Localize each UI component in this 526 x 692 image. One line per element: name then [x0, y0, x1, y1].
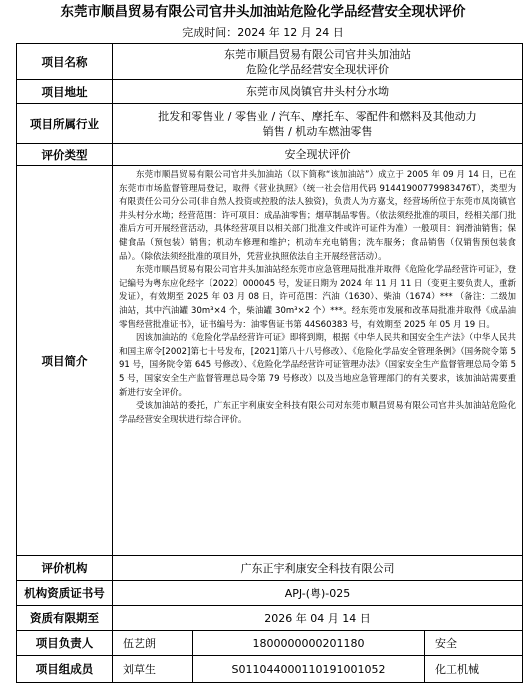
cert-no-value: APJ-(粤)-025 [113, 581, 523, 606]
project-name-line1: 东莞市顺昌贸易有限公司官井头加油站 [224, 47, 411, 61]
row-eval-type [17, 144, 523, 166]
intro-paragraph: 因该加油站的《危险化学品经营许可证》即将到期，根据《中华人民共和国安全生产法》（中华人民共和国主席令[2002]第七十号发布，[2021]第八十八号修改）、《危险化学品安全管理条例》（国务院令第 591 号，国务院令第 645 号修改）、《危险化学品经营许可证管理办法》（国家安全生产监督管理总局令第 55 号，国家安全生产监督管理总局令第 79 号修改）以及当地应急管理部门的有关要求，该加油站需要重新进行安全评价。 [119, 333, 516, 398]
cert-no-label: 机构资质证书号 [17, 581, 113, 606]
document-title: 东莞市顺昌贸易有限公司官井头加油站危险化学品经营安全现状评价 [60, 4, 466, 20]
intro-paragraph: 受该加油站的委托，广东正宇利康安全科技有限公司对东莞市顺昌贸易有限公司官井头加油站危险化学品经营安全现状进行综合评价。 [119, 401, 516, 425]
row-project-name [17, 44, 523, 80]
eval-type-value: 安全现状评价 [113, 144, 523, 166]
row-cert-expiry [17, 606, 523, 631]
leader-specialty: 安全 [425, 631, 523, 656]
project-address-value: 东莞市凤岗镇官井头村分水坳 [113, 80, 523, 104]
project-name-value [113, 44, 523, 80]
industry-value [113, 104, 523, 144]
agency-label: 评价机构 [17, 556, 113, 581]
agency-value: 广东正宇利康安全科技有限公司 [113, 556, 523, 581]
member-number: S011044000110191001052 [193, 656, 425, 683]
row-project-address [17, 80, 523, 104]
project-name-label: 项目名称 [17, 44, 113, 80]
evaluation-info-table [16, 43, 523, 683]
industry-line2: 销售 / 机动车燃油零售 [262, 124, 373, 138]
project-address-label: 项目地址 [17, 80, 113, 104]
member-label: 项目组成员 [17, 656, 113, 683]
industry-line1: 批发和零售业 / 零售业 / 汽车、摩托车、零配件和燃料及其他动力 [158, 109, 477, 123]
intro-paragraph: 东莞市顺昌贸易有限公司官井头加油站经东莞市应急管理局批准并取得《危险化学品经营许可证》，登记编号为粤东应化经字〔2022〕000045 号，发证日期为 2024 年 11 月 11 日（变更主要负责人，重新发证），有效期至 2025 年 03 月 08 日，许可范围：汽油（1630）、柴油（1674）*** （备注：二级加油站，其中汽油罐 30m³×4 个，柴油罐 30m³×2 个）***。经东莞市发展和改革局批准并取得《成品油零售经营批准证书》，证书编号为：油零售证书第 44S60383 号，有效期至 2025 年 05 月 19 日。 [119, 265, 516, 330]
row-industry [17, 104, 523, 144]
leader-label: 项目负责人 [17, 631, 113, 656]
leader-number: 1800000000201180 [193, 631, 425, 656]
industry-label: 项目所属行业 [17, 104, 113, 144]
intro-value [113, 166, 523, 556]
eval-type-label: 评价类型 [17, 144, 113, 166]
member-specialty: 化工机械 [425, 656, 523, 683]
cert-expiry-label: 资质有限期至 [17, 606, 113, 631]
cert-expiry-value: 2026 年 04 月 14 日 [113, 606, 523, 631]
completion-date: 完成时间：2024 年 12 月 24 日 [182, 26, 344, 39]
intro-label: 项目简介 [17, 166, 113, 556]
project-name-line2: 危险化学品经营安全现状评价 [246, 62, 389, 76]
row-agency [17, 556, 523, 581]
row-member [17, 656, 523, 683]
member-name: 刘草生 [113, 656, 193, 683]
row-intro [17, 166, 523, 556]
row-cert-no [17, 581, 523, 606]
row-leader [17, 631, 523, 656]
intro-paragraph: 东莞市顺昌贸易有限公司官井头加油站（以下简称“该加油站”）成立于 2005 年 09 月 14 日，已在东莞市市场监督管理局登记，取得《营业执照》（统一社会信用代码 91441900779983476T），类型为有限责任公司分公司(非自然人投资或控股的法人独资)，负责人为方嘉戈，经营场所位于东莞市凤岗镇官井头村分水坳；经营范围：许可项目：成品油零售；烟草制品零售。（依法须经批准的项目，经相关部门批准后方可开展经营活动，具体经营项目以相关部门批准文件或许可证件为准）一般项目：润滑油销售；保健食品（预包装）销售；机动车修理和维护；机动车充电销售；洗车服务；食品销售（仅销售预包装食品）。（除依法须经批准的项目外，凭营业执照依法自主开展经营活动）。 [119, 170, 516, 262]
leader-name: 伍艺朗 [113, 631, 193, 656]
